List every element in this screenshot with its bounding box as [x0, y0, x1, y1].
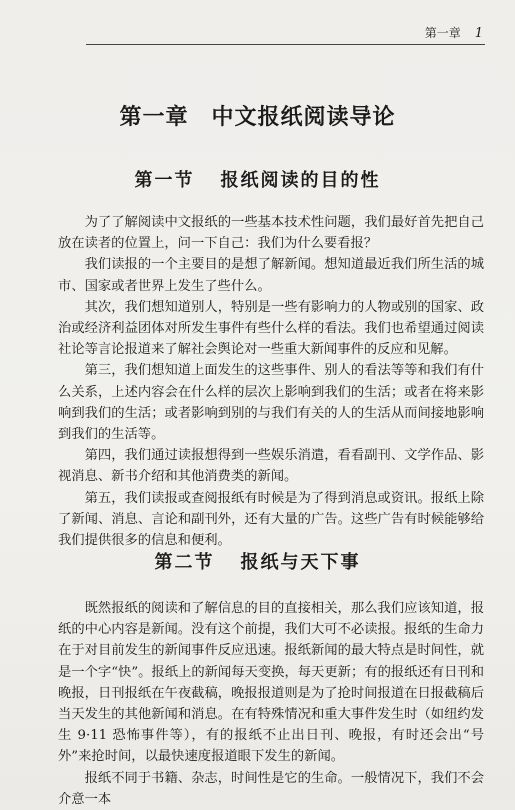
section-1-body	[58, 212, 484, 551]
running-head-chapter: 第一章	[424, 26, 461, 40]
section-2-label: 第二节	[154, 552, 215, 573]
section-2-heading	[0, 548, 515, 574]
paragraph: 第四，我们通过读报想得到一些娱乐消遣，看看副刊、文学作品、影视消息、新书介绍和其他消费类的新闻。	[58, 448, 484, 485]
running-head	[425, 24, 483, 41]
section-1-title: 报纸阅读的目的性	[220, 170, 381, 191]
page-number: 1	[474, 26, 483, 41]
paragraph: 既然报纸的阅读和了解信息的目的直接相关，那么我们应该知道，报纸的中心内容是新闻。没有这个前提，我们大可不必读报。报纸的生命力在于对目前发生的新闻事件反应迅速。报纸新闻的最大特点是时间性，就是一个字“快”。报纸上的新闻每天变换，每天更新；有的报纸还有日刊和晚报，日刊报纸在午夜截稿，晚报报道则是为了抢时间报道在日报截稿后当天发生的其他新闻和消息。在有特殊情况和重大事件发生时（如纽约发生 9·11 恐怖事件等），有的报纸不止出日刊、晚报，有时还会出“号外”来抢时间，以最快速度报道眼下发生的新闻。	[58, 601, 484, 765]
section-2-body	[58, 598, 484, 810]
paragraph: 我们读报的一个主要目的是想了解新闻。想知道最近我们所生活的城市、国家或者世界上发生了些什么。	[58, 257, 484, 294]
section-2-title: 报纸与天下事	[240, 552, 361, 573]
chapter-title: 第一章 中文报纸阅读导论	[119, 104, 396, 130]
paragraph: 第三，我们想知道上面发生的这些事件、别人的看法等等和我们有什么关系，上述内容会在什么样的层次上影响到我们的生活；或者在将来影响到我们的生活；或者影响到别的与我们有关的人的生活从而间接地影响到我们的生活等。	[58, 363, 484, 443]
paragraph: 为了了解阅读中文报纸的一些基本技术性问题，我们最好首先把自己放在读者的位置上，问一下自己：我们为什么要看报？	[58, 215, 484, 252]
paragraph: 报纸不同于书籍、杂志，时间性是它的生命。一般情况下，我们不会介意一本	[58, 770, 484, 807]
section-1-label: 第一节	[134, 170, 195, 191]
paragraph: 第五，我们读报或查阅报纸有时候是为了得到消息或资讯。报纸上除了新闻、消息、言论和副刊外，还有大量的广告。这些广告有时候能够给我们提供很多的信息和便利。	[58, 490, 484, 549]
header-rule	[86, 44, 485, 45]
section-1-heading	[0, 166, 515, 192]
paragraph: 其次，我们想知道别人，特别是一些有影响力的人物或别的国家、政治或经济利益团体对所发生事件有些什么样的看法。我们也希望通过阅读社论等言论报道来了解社会舆论对一些重大新闻事件的反应和见解。	[58, 299, 484, 358]
